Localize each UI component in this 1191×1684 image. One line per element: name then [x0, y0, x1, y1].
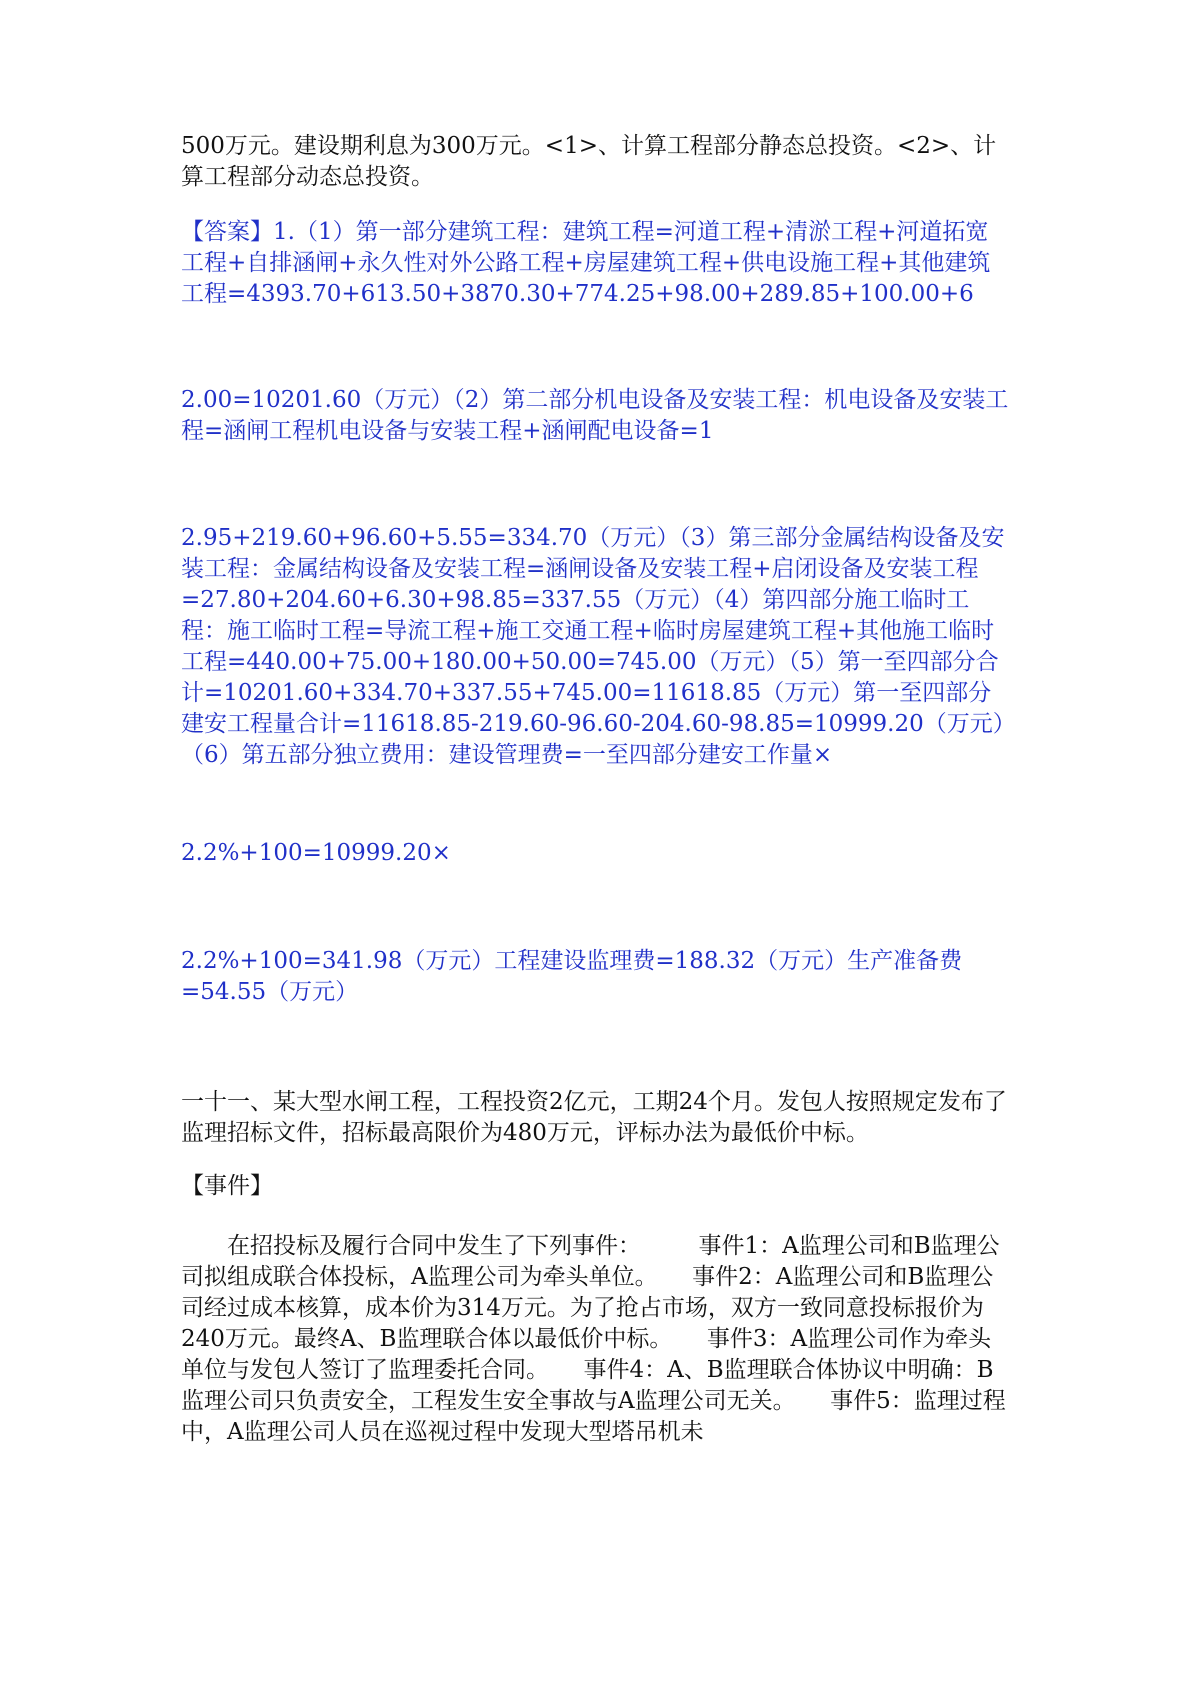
intro-paragraph: 500万元。建设期利息为300万元。<1>、计算工程部分静态总投资。<2>、计算工程部分动态总投资。: [181, 133, 997, 190]
events-paragraph: 在招投标及履行合同中发生了下列事件： 事件1：A监理公司和B监理公司拟组成联合体投标，A监理公司为牵头单位。 事件2：A监理公司和B监理公司经过成本核算，成本价为314万元。为了抢占市场，双方一致同意投标报价为240万元。最终A、B监理联合体以最低价中标。 事件3：A监理公司作为牵头单位与发包人签订了监理委托合同。 事件4：A、B监理联合体协议中明确：B监理公司只负责安全，工程发生安全事故与A监理公司无关。 事件5：监理过程中，A监理公司人员在巡视过程中发现大型塔吊机未: [181, 1233, 1006, 1445]
answer-label: 【答案】: [181, 219, 273, 245]
answer-text-1: 1.（1）第一部分建筑工程：建筑工程=河道工程+清淤工程+河道拓宽工程+自排涵闸+永久性对外公路工程+房屋建筑工程+供电设施工程+其他建筑工程=4393.70+613.50+3870.30+774.25+98.00+289.85+100.00+6: [181, 219, 991, 307]
answer-paragraph-3: 2.95+219.60+96.60+5.55=334.70（万元）（3）第三部分金属结构设备及安装工程：金属结构设备及安装工程=涵闸设备及安装工程+启闭设备及安装工程=27.80+204.60+6.30+98.85=337.55（万元）（4）第四部分施工临时工程：施工临时工程=导流工程+施工交通工程+临时房屋建筑工程+其他施工临时工程=440.00+75.00+180.00+50.00=745.00（万元）（5）第一至四部分合计=10201.60+334.70+337.55+745.00=11618.85（万元）第一至四部分建安工程量合计=11618.85-219.60-96.60-204.60-98.85=10999.20（万元）（6）第五部分独立费用：建设管理费=一至四部分建安工作量×: [181, 525, 1005, 768]
events-heading: 【事件】: [181, 1173, 273, 1199]
answer-paragraph-5: 2.2%+100=341.98（万元）工程建设监理费=188.32（万元）生产准备费=54.55（万元）: [181, 948, 963, 1005]
answer-paragraph-1: [181, 217, 1011, 310]
answer-paragraph-4: 2.2%+100=10999.20×: [181, 840, 451, 866]
question-11-paragraph: 一十一、某大型水闸工程，工程投资2亿元，工期24个月。发包人按照规定发布了监理招标文件，招标最高限价为480万元，评标办法为最低价中标。: [181, 1089, 1007, 1146]
answer-paragraph-2: 2.00=10201.60（万元）（2）第二部分机电设备及安装工程：机电设备及安装工程=涵闸工程机电设备与安装工程+涵闸配电设备=1: [181, 387, 1009, 444]
